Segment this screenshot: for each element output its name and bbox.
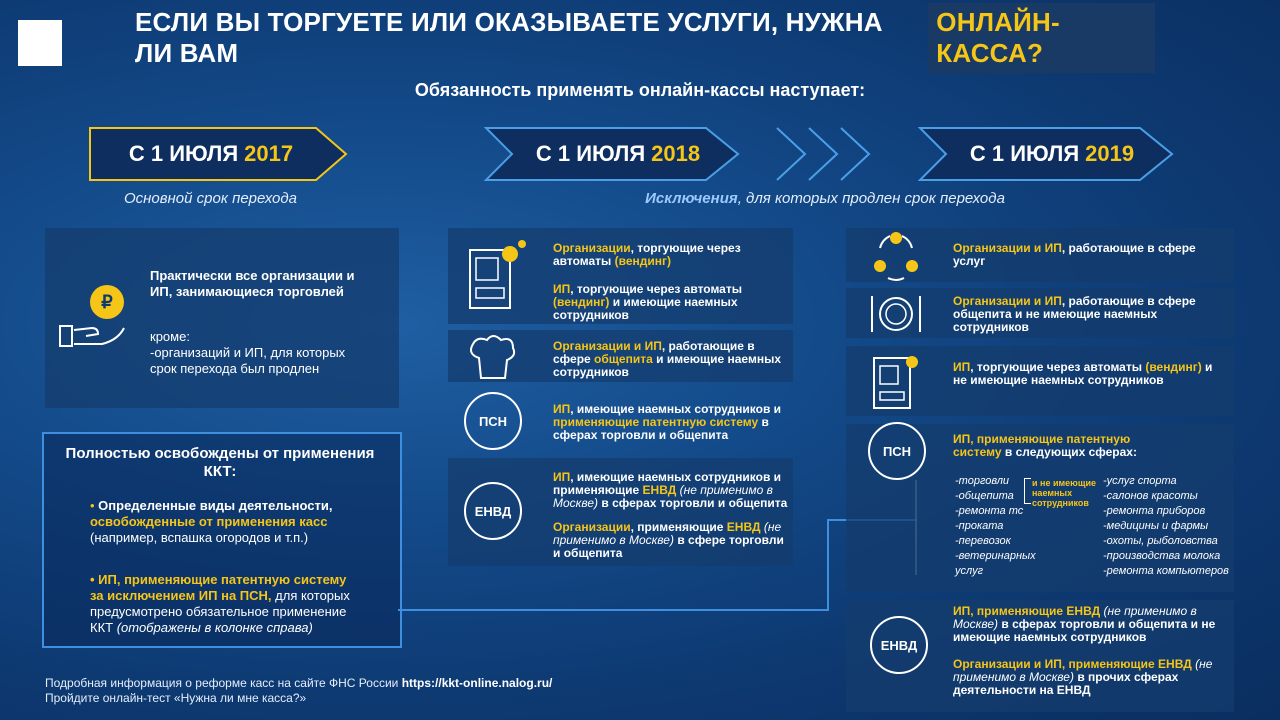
vending-icon <box>466 240 526 312</box>
footer-link[interactable]: https://kkt-online.nalog.ru/ <box>401 676 553 690</box>
col2-row-1-text-a: Организации, торгующие через автоматы (вендинг) <box>553 241 741 268</box>
ruble-coin-icon: ₽ <box>90 285 124 319</box>
col2-row-1-text-b: ИП, торгующие через автоматы (вендинг) и имеющие наемных сотрудников <box>553 282 742 322</box>
col3-envd-text-a: ИП, применяющие ЕНВД (не применимо в Москве) в сферах торговли и общепита и не имеющие наемных сотрудников <box>953 604 1216 644</box>
page-title <box>135 7 1155 68</box>
services-icon <box>868 228 924 284</box>
psn-list-right: -услуг спорта -салонов красоты -ремонта приборов -медицины и фармы -охоты, рыболовства -производства молока -ремонта компьютеров <box>1103 475 1229 577</box>
except-title: кроме: <box>150 329 190 344</box>
psn-badge-2: ПСН <box>868 422 926 480</box>
date-2019: С 1 ИЮЛЯ 2019 <box>969 141 1135 166</box>
plate-icon <box>868 292 924 336</box>
chef-hat-icon <box>465 332 521 382</box>
bracket <box>1024 478 1031 504</box>
main-card-text: Практически все организации и ИП, занимающиеся торговлей <box>150 268 355 299</box>
hand-icon <box>58 318 128 352</box>
vending-icon-2 <box>870 350 926 412</box>
col3-row-2-text: Организации и ИП, работающие в сфере общепита и не имеющие наемных сотрудников <box>953 294 1196 334</box>
col2-row-3-text: ИП, имеющие наемных сотрудников и применяющие патентную систему в сферах торговли и общепита <box>553 402 782 442</box>
title-main: ЕСЛИ ВЫ ТОРГУЕТЕ ИЛИ ОКАЗЫВАЕТЕ УСЛУГИ, НУЖНА ЛИ ВАМ <box>135 7 883 68</box>
exempt-item-1: • Определенные виды деятельности, освобожденные от применения касс (например, вспашка огородов и т.п.) <box>90 498 333 545</box>
exempt-item-2: • ИП, применяющие патентную систему за исключением ИП на ПСН, для которых предусмотрено обязательное применение ККТ (отображены в колонке справа) <box>90 572 350 635</box>
col3-row-1-text: Организации и ИП, работающие в сфере услуг <box>953 241 1196 268</box>
date-2018: С 1 ИЮЛЯ 2018 <box>535 141 701 166</box>
subtitle: Обязанность применять онлайн-кассы наступает: <box>414 80 866 100</box>
title-highlight: ОНЛАЙН-КАССА? <box>928 3 1155 73</box>
exempt-title: Полностью освобождены от применения ККТ: <box>65 445 375 480</box>
logo <box>18 20 62 66</box>
psn-note: и не имеющие наемных сотрудников <box>1032 478 1096 508</box>
col2-row-4-text-b: Организации, применяющие ЕНВД (не применимо в Москве) в сфере торговли и общепита <box>553 520 784 560</box>
col2-row-2-text: Организации и ИП, работающие в сфере общепита и имеющие наемных сотрудников <box>553 339 781 379</box>
caption-2017: Основной срок перехода <box>123 190 298 207</box>
col2-row-4-text-a: ИП, имеющие наемных сотрудников и применяющие ЕНВД (не применимо в Москве) в сферах торговли и общепита <box>553 470 788 510</box>
col3-psn-text: ИП, применяющие патентную систему в следующих сферах: <box>953 432 1137 459</box>
date-2017: С 1 ИЮЛЯ 2017 <box>128 141 294 166</box>
footer: Подробная информация о реформе касс на сайте ФНС России https://kkt-online.nalog.ru/ Пройдите онлайн-тест «Нужна ли мне касса?» <box>45 676 553 705</box>
psn-badge: ПСН <box>464 392 522 450</box>
chevrons-icon <box>775 126 895 182</box>
envd-badge: ЕНВД <box>464 482 522 540</box>
col3-row-3-text: ИП, торгующие через автоматы (вендинг) и не имеющие наемных сотрудников <box>953 360 1213 387</box>
exceptions-caption: Исключения, для которых продлен срок перехода <box>645 190 1005 207</box>
col3-envd-text-b: Организации и ИП, применяющие ЕНВД (не применимо в Москве) в прочих сферах деятельности на ЕНВД <box>953 657 1213 697</box>
envd-badge-2: ЕНВД <box>870 616 928 674</box>
except-text: -организаций и ИП, для которых срок перехода был продлен <box>150 345 346 376</box>
psn-list-left: -торговли -общепита -ремонта тс -проката -перевозок -ветеринарных услуг <box>955 475 1036 577</box>
